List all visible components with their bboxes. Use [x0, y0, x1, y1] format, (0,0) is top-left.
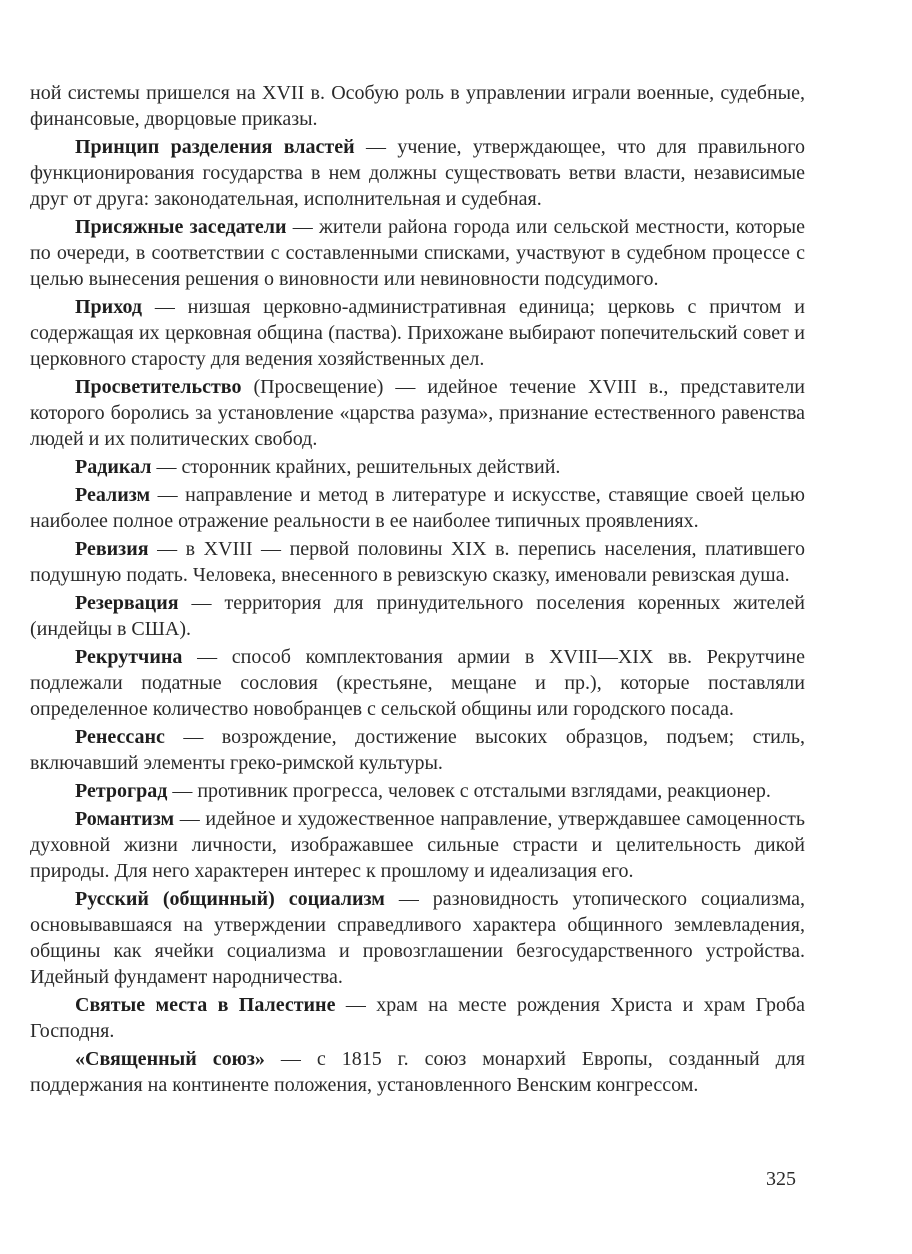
glossary-term: Романтизм	[75, 808, 175, 830]
glossary-entry	[30, 134, 805, 212]
glossary-entry	[30, 374, 805, 452]
glossary-entry	[30, 644, 805, 722]
glossary-term: Присяжные заседатели	[75, 216, 287, 238]
glossary-entry	[30, 778, 805, 804]
glossary-term: «Священный союз»	[75, 1048, 265, 1070]
glossary-page-body	[30, 80, 805, 1100]
glossary-definition: — учение, утверждающее, что для правильного функционирования государства в нем должны существовать ветви власти, независимые друг от друга: законодательная, исполнительная и судебная.	[30, 136, 805, 210]
glossary-entry	[30, 482, 805, 534]
glossary-term: Радикал	[75, 456, 152, 478]
glossary-term: Ренессанс	[75, 726, 165, 748]
glossary-term: Ревизия	[75, 538, 149, 560]
continuation-paragraph: ной системы пришелся на XVII в. Особую роль в управлении играли военные, судебные, финансовые, дворцовые приказы.	[30, 82, 805, 130]
glossary-definition: — способ комплектования армии в XVIII—XIX вв. Рекрутчине подлежали податные сословия (крестьяне, мещане и пр.), которые поставляли определенное количество новобранцев с сельской общины или городского посада.	[30, 646, 805, 720]
glossary-definition: — жители района города или сельской местности, которые по очереди, в соответствии с составленными списками, участвуют в судебном процессе с целью вынесения решения о виновности или невиновности подсудимого.	[30, 216, 805, 290]
page-number: 325	[766, 1168, 796, 1190]
glossary-definition: — с 1815 г. союз монархий Европы, созданный для поддержания на континенте положения, установленного Венским конгрессом.	[30, 1048, 805, 1096]
glossary-definition: — в XVIII — первой половины XIX в. перепись населения, платившего подушную подать. Человека, внесенного в ревизскую сказку, именовали ревизская душа.	[30, 538, 805, 586]
glossary-definition: — низшая церковно-административная единица; церковь с причтом и содержащая их церковная община (паства). Прихожане выбирают попечительский совет и церковного старосту для ведения хозяйственных дел.	[30, 296, 805, 370]
glossary-definition: — возрождение, достижение высоких образцов, подъем; стиль, включавший элементы греко-римской культуры.	[30, 726, 805, 774]
glossary-definition: — сторонник крайних, решительных действий.	[151, 456, 561, 478]
glossary-term: Реализм	[75, 484, 151, 506]
glossary-term: Ретроград	[75, 780, 168, 802]
glossary-term: Святые места в Палестине	[75, 994, 336, 1016]
glossary-definition: — направление и метод в литературе и искусстве, ставящие своей целью наиболее полное отражение реальности в ее наиболее типичных проявлениях.	[30, 484, 805, 532]
glossary-term: Русский (общинный) социализм	[75, 888, 385, 910]
glossary-entry	[30, 806, 805, 884]
glossary-definition: — разновидность утопического социализма, основывавшаяся на утверждении справедливого характера общинного землевладения, общины как ячейки социализма и провозглашении безгосударственного устройства. Идейный фундамент народничества.	[30, 888, 806, 988]
glossary-term: Принцип разделения властей	[75, 136, 355, 158]
glossary-entry	[30, 536, 805, 588]
glossary-term: Рекрутчина	[75, 646, 183, 668]
glossary-definition: — территория для принудительного поселения коренных жителей (индейцы в США).	[30, 592, 805, 640]
glossary-entry	[30, 294, 805, 372]
glossary-entry	[30, 214, 805, 292]
glossary-definition: — идейное и художественное направление, утверждавшее самоценность духовной жизни личности, изображавшее сильные страсти и целительность дикой природы. Для него характерен интерес к прошлому и идеализация его.	[30, 808, 805, 882]
glossary-term: Просветительство	[75, 376, 242, 398]
glossary-entry	[30, 992, 805, 1044]
glossary-definition: (Просвещение) — идейное течение XVIII в., представители которого боролись за установление «царства разума», признание естественного равенства людей и их политических свобод.	[30, 376, 805, 450]
glossary-term: Приход	[75, 296, 142, 318]
glossary-term: Резервация	[75, 592, 179, 614]
glossary-entry	[30, 454, 805, 480]
glossary-definition: — противник прогресса, человек с отсталыми взглядами, реакционер.	[167, 780, 771, 802]
glossary-definition: — храм на месте рождения Христа и храм Гроба Господня.	[30, 994, 806, 1042]
glossary-entry	[30, 1046, 805, 1098]
glossary-entry	[30, 724, 805, 776]
glossary-entry	[30, 886, 805, 990]
glossary-entry	[30, 590, 805, 642]
